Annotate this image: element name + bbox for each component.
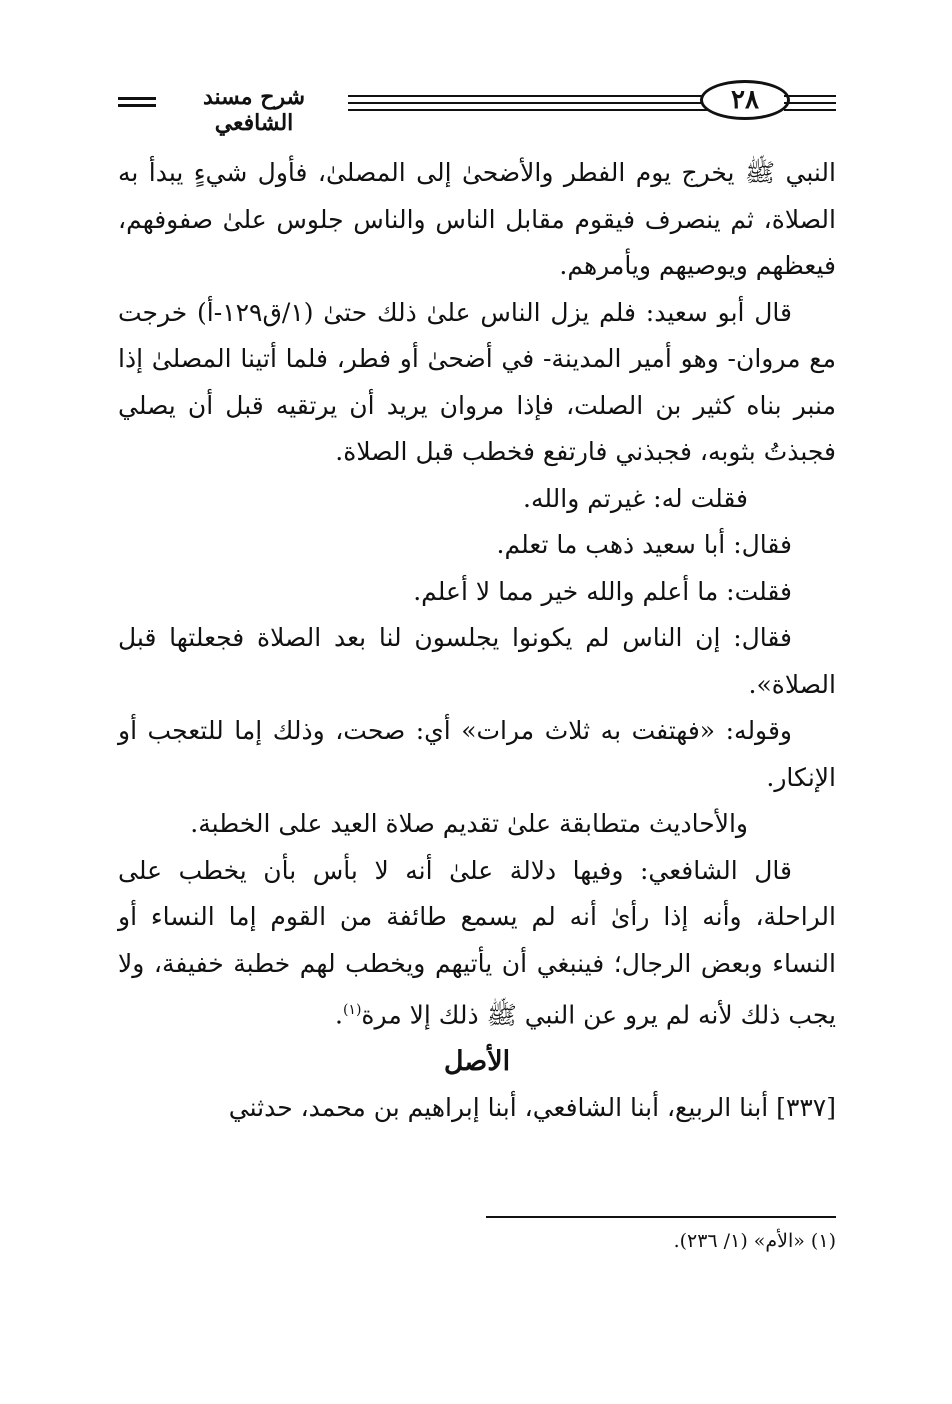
header-rule-middle xyxy=(348,95,708,116)
dialogue-2: فقال: أبا سعيد ذهب ما تعلم. xyxy=(496,530,792,559)
footnote-separator xyxy=(486,1216,836,1218)
paragraph-commentary: وقوله: «فهتفت به ثلاث مرات» أي: صحت، وذلك إما للتعجب أو الإنكار. xyxy=(118,716,836,792)
footnote: (١) «الأم» (١/ ٢٣٦). xyxy=(673,1230,836,1252)
section-heading: الأصل xyxy=(443,1045,511,1077)
header-rule-left xyxy=(118,97,156,107)
page-number: ٢٨ xyxy=(700,80,790,120)
footnote-marker: (١) xyxy=(342,1002,362,1018)
dialogue-1: فقلت له: غيرتم والله. xyxy=(523,483,748,513)
dialogue-4: فقال: إن الناس لم يكونوا يجلسون لنا بعد الصلاة فجعلتها قبل الصلاة». xyxy=(118,623,836,699)
main-text xyxy=(118,150,836,1132)
running-title: شرح مسند الشافعي xyxy=(202,84,306,136)
paragraph-2: قال أبو سعيد: فلم يزل الناس علىٰ ذلك حتىٰ (١/ق١٢٩-أ) خرجت مع مروان- وهو أمير المدينة- في أضحىٰ أو فطر، فلما أتينا المصلىٰ إذا منبر بناه كثير بن الصلت، فإذا مروان يريد أن يرتقيه قبل أن يصلي فجبذتُ بثوبه، فجبذني فارتفع فخطب قبل الصلاة. xyxy=(118,297,836,466)
dialogue-3: فقلت: ما أعلم والله خير مما لا أعلم. xyxy=(413,576,792,606)
narration-line: [٣٣٧] أبنا الربيع، أبنا الشافعي، أبنا إبراهيم بن محمد، حدثني xyxy=(228,1093,836,1123)
paragraph-shafii-period: . xyxy=(335,1000,343,1030)
page-header xyxy=(108,78,836,136)
paragraph-hadiths: والأحاديث متطابقة علىٰ تقديم صلاة العيد على الخطبة. xyxy=(190,809,748,838)
paragraph-shafii xyxy=(118,848,836,1039)
paragraph-shafii-text: قال الشافعي: وفيها دلالة علىٰ أنه لا بأس بأن يخطب على الراحلة، وأنه إذا رأىٰ أنه لم يسمع طائفة من القوم إما النساء أو النساء وبعض الرجال؛ فينبغي أن يأتيهم ويخطب لهم خطبة خفيفة، ولا يجب ذلك لأنه لم يرو عن النبي ﷺ ذلك إلا مرة xyxy=(118,855,836,1030)
header-rule-right xyxy=(784,95,836,116)
paragraph-1: النبي ﷺ يخرج يوم الفطر والأضحىٰ إلى المصلىٰ، فأول شيءٍ يبدأ به الصلاة، ثم ينصرف فيقوم مقابل الناس والناس جلوس علىٰ صفوفهم، فيعظهم ويوصيهم ويأمرهم. xyxy=(118,158,836,280)
